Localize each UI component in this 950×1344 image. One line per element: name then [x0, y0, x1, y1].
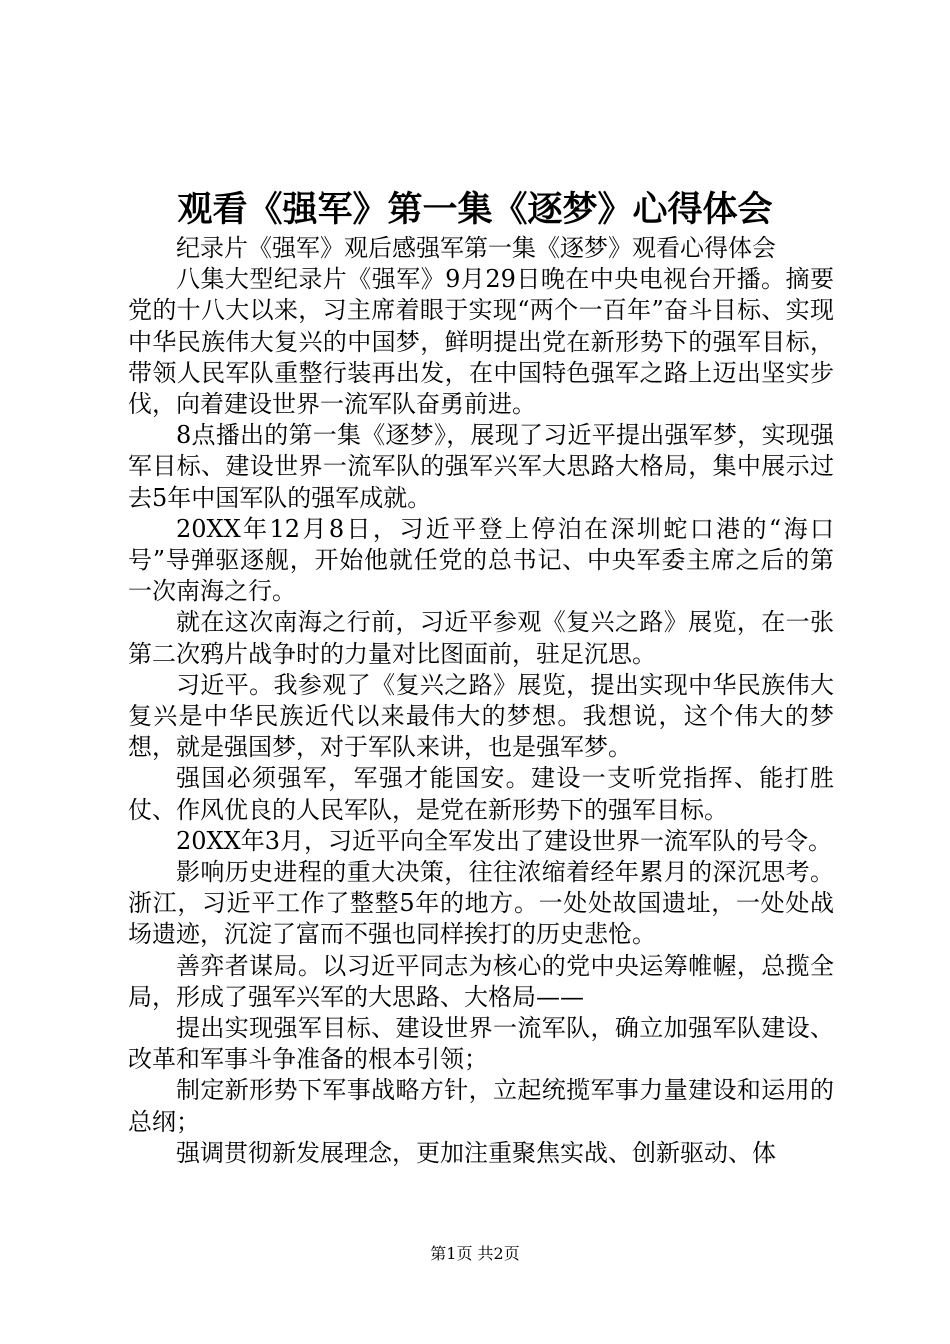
paragraph: 强调贯彻新发展理念，更加注重聚焦实战、创新驱动、体	[176, 1138, 776, 1167]
paragraph: 习近平。我参观了《复兴之路》展览，提出实现中华民族伟大复兴是中华民族近代以来最伟大的梦想。我想说，这个伟大的梦想，就是强国梦，对于军队来讲，也是强军梦。	[128, 670, 834, 762]
page-footer: 第1页 共2页	[430, 1244, 520, 1263]
paragraph: 8点播出的第一集《逐梦》，展现了习近平提出强军梦，实现强军目标、建设世界一流军队的强军兴军大思路大格局，集中展示过去5年中国军队的强军成就。	[128, 421, 834, 512]
document-body	[128, 233, 834, 1169]
paragraph: 就在这次南海之行前，习近平参观《复兴之路》展览，在一张第二次鸦片战争时的力量对比图面前，驻足沉思。	[128, 608, 834, 668]
paragraph: 20XX年12月8日，习近平登上停泊在深圳蛇口港的“海口号”导弹驱逐舰，开始他就任党的总书记、中央军委主席之后的第一次南海之行。	[128, 514, 834, 606]
paragraph: 20XX年3月，习近平向全军发出了建设世界一流军队的号令。	[176, 826, 832, 855]
paragraph: 影响历史进程的重大决策，往往浓缩着经年累月的深沉思考。浙江，习近平工作了整整5年的地方。一处处故国遗址，一处处战场遗迹，沉淀了富而不强也同样挨打的历史悲怆。	[128, 858, 834, 949]
paragraph: 善弈者谋局。以习近平同志为核心的党中央运筹帷幄，总揽全局，形成了强军兴军的大思路、大格局——	[128, 951, 834, 1011]
document-title: 观看《强军》第一集《逐梦》心得体会	[177, 189, 773, 230]
paragraph: 强国必须强军，军强才能国安。建设一支听党指挥、能打胜仗、作风优良的人民军队，是党在新形势下的强军目标。	[128, 764, 834, 824]
paragraph: 制定新形势下军事战略方针，立起统揽军事力量建设和运用的总纲；	[128, 1076, 834, 1136]
paragraph: 八集大型纪录片《强军》9月29日晚在中央电视台开播。摘要党的十八大以来，习主席着眼于实现“两个一百年”奋斗目标、实现中华民族伟大复兴的中国梦，鲜明提出党在新形势下的强军目标，带领人民军队重整行装再出发，在中国特色强军之路上迈出坚实步伐，向着建设世界一流军队奋勇前进。	[128, 265, 834, 419]
paragraph: 提出实现强军目标、建设世界一流军队，确立加强军队建设、改革和军事斗争准备的根本引领；	[128, 1014, 834, 1074]
paragraph: 纪录片《强军》观后感强军第一集《逐梦》观看心得体会	[176, 234, 776, 262]
